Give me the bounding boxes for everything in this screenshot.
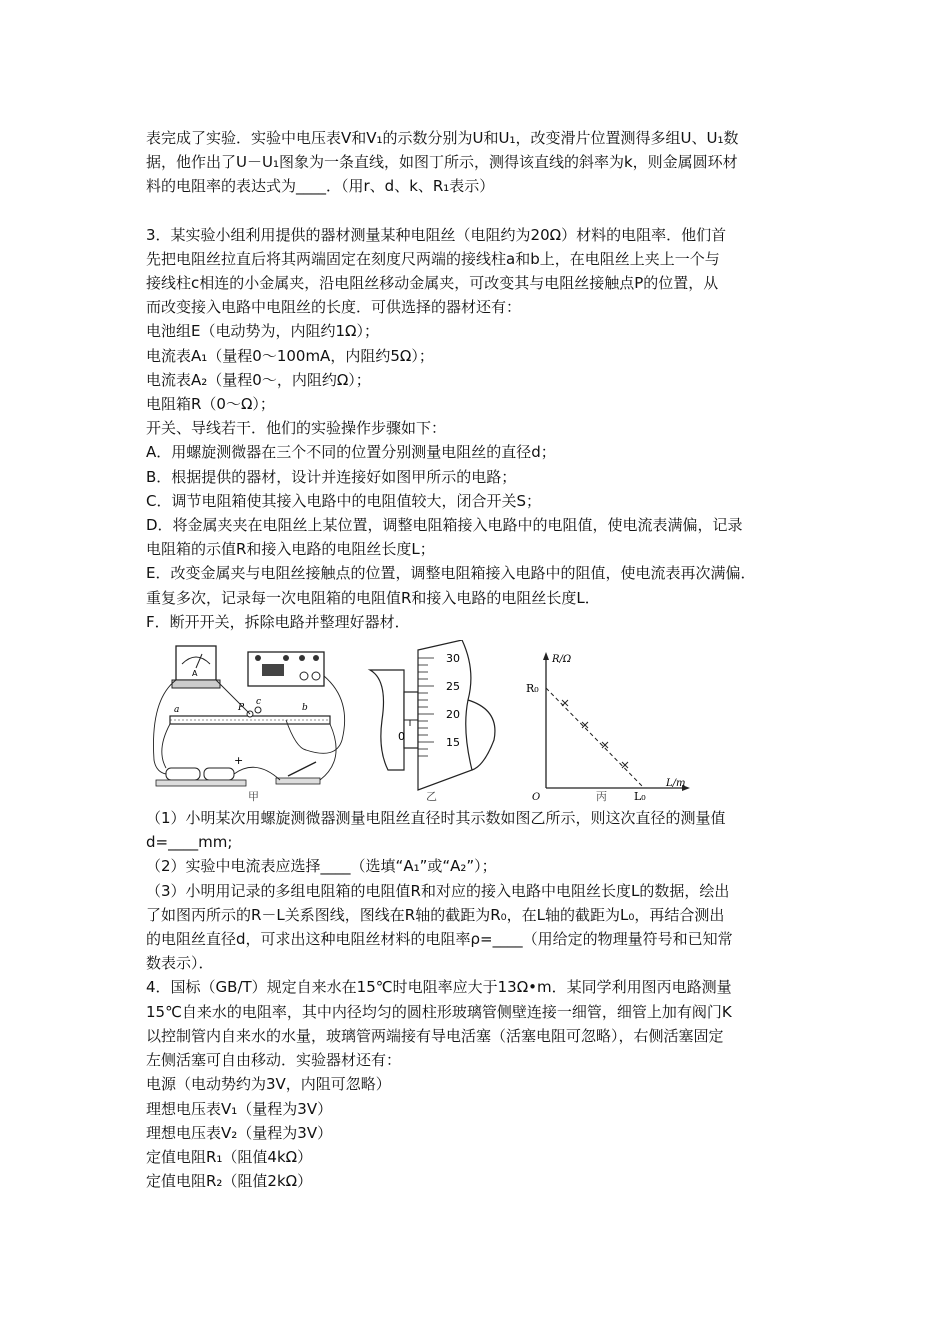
equipment-item: 电流表A₁（量程0～100mA，内阻约5Ω）； — [146, 346, 434, 365]
step-a: A．用螺旋测微器在三个不同的位置分别测量电阻丝的直径d； — [146, 443, 556, 462]
question-4-line: 4．国标（GB/T）规定自来水在15℃时电阻率应大于13Ω•m．某同学利用图丙电路测量 — [146, 978, 732, 997]
step-e: E．改变金属夹与电阻丝接触点的位置，调整电阻箱接入电路中的阻值，使电流表再次满偏． — [146, 564, 756, 583]
step-b: B．根据提供的器材，设计并连接好如图甲所示的电路； — [146, 467, 517, 486]
question-3-line: 而改变接入电路中电阻丝的长度．可供选择的器材还有： — [146, 298, 522, 317]
equipment-item: 理想电压表V₁（量程为3V） — [146, 1099, 333, 1118]
equipment-item: 电阻箱R（0～Ω）； — [146, 395, 275, 414]
sub-question-3: 了如图丙所示的R－L关系图线，图线在R轴的截距为R₀，在L轴的截距为L₀，再结合测出 — [146, 905, 725, 924]
r0-intercept-label: R₀ — [526, 682, 539, 696]
equipment-item: 理想电压表V₂（量程为3V） — [146, 1123, 333, 1142]
sub-question-3: 数表示）． — [146, 954, 214, 973]
question-4-line: 左侧活塞可自由移动．实验器材还有： — [146, 1051, 402, 1070]
thimble-tick-30: 30 — [446, 652, 460, 666]
equipment-item: 电流表A₂（量程0～，内阻约Ω）； — [146, 370, 371, 389]
question-4-line: 15℃自来水的电阻率，其中内径均匀的圆柱形玻璃管侧壁连接一细管，细管上加有阀门K — [146, 1002, 732, 1021]
question-3-line: 接线柱c相连的小金属夹，沿电阻丝移动金属夹，可改变其与电阻丝接触点P的位置，从 — [146, 274, 719, 293]
figure-bing-caption: 丙 — [596, 790, 607, 803]
y-axis-label: R/Ω — [552, 654, 572, 666]
terminal-c-label: c — [256, 697, 262, 708]
equipment-item: 定值电阻R₂（阻值2kΩ） — [146, 1172, 313, 1191]
thimble-tick-15: 15 — [446, 736, 460, 750]
equipment-item: 电源（电动势约为3V，内阻可忽略） — [146, 1075, 391, 1094]
terminal-a-label: a — [174, 705, 180, 716]
step-e-cont: 重复多次，记录每一次电阻箱的电阻值R和接入电路的电阻丝长度L． — [146, 588, 600, 607]
ammeter-label: A — [192, 669, 198, 679]
equipment-item: 定值电阻R₁（阻值4kΩ） — [146, 1147, 313, 1166]
figure-row — [146, 640, 826, 802]
x-axis-label: L/m — [666, 778, 686, 790]
sub-question-3: 的电阻丝直径d，可求出这种电阻丝材料的电阻率ρ=____（用给定的物理量符号和已知常 — [146, 930, 733, 949]
figure-bing-graph — [526, 640, 696, 802]
sub-question-3: （3）小明用记录的多组电阻箱的电阻值R和对应的接入电路中电阻丝长度L的数据，绘出 — [146, 881, 730, 900]
figure-jia-circuit — [146, 640, 356, 802]
question-3-line: 开关、导线若干．他们的实验操作步骤如下： — [146, 419, 447, 438]
question-3-line: 3．某实验小组利用提供的器材测量某种电阻丝（电阻约为20Ω）材料的电阻率．他们首 — [146, 225, 727, 244]
l0-intercept-label: L₀ — [634, 790, 646, 803]
text-line: 料的电阻率的表达式为____．（用r、d、k、R₁表示） — [146, 177, 495, 196]
battery-plus-label: + — [234, 754, 244, 768]
figure-jia-caption: 甲 — [248, 790, 259, 803]
thimble-tick-25: 25 — [446, 680, 460, 694]
question-3-line: 先把电阻丝拉直后将其两端固定在刻度尺两端的接线柱a和b上，在电阻丝上夹上一个与 — [146, 249, 720, 268]
point-p-label: P — [238, 703, 245, 714]
figure-yi-caption: 乙 — [426, 790, 437, 803]
terminal-b-label: b — [302, 703, 308, 714]
text-line: 据，他作出了U－U₁图象为一条直线，如图丁所示，测得该直线的斜率为k，则金属圆环材 — [146, 153, 738, 172]
figure-yi-micrometer — [364, 640, 514, 802]
text-line: 表完成了实验．实验中电压表V和V₁的示数分别为U和U₁，改变滑片位置测得多组U、U₁数 — [146, 129, 739, 147]
step-d: D．将金属夹夹在电阻丝上某位置，调整电阻箱接入电路中的电阻值，使电流表满偏，记录 — [146, 516, 743, 535]
sleeve-zero-label: 0 — [398, 730, 405, 744]
sub-question-1: （1）小明某次用螺旋测微器测量电阻丝直径时其示数如图乙所示，则这次直径的测量值 — [146, 809, 726, 828]
step-c: C．调节电阻箱使其接入电路中的电阻值较大，闭合开关S； — [146, 491, 541, 510]
step-d-cont: 电阻箱的示值R和接入电路的电阻丝长度L； — [146, 540, 435, 559]
question-4-line: 以控制管内自来水的水量，玻璃管两端接有导电活塞（活塞电阻可忽略），右侧活塞固定 — [146, 1026, 724, 1045]
sub-question-2: （2）实验中电流表应选择____（选填“A₁”或“A₂”）； — [146, 857, 497, 876]
step-f: F．断开开关，拆除电路并整理好器材． — [146, 612, 410, 631]
equipment-item: 电池组E（电动势为，内阻约1Ω）； — [146, 322, 379, 341]
document-page — [146, 126, 826, 1193]
origin-label: O — [532, 792, 541, 803]
sub-question-1-answer: d=____mm; — [146, 833, 233, 852]
thimble-tick-20: 20 — [446, 708, 460, 722]
